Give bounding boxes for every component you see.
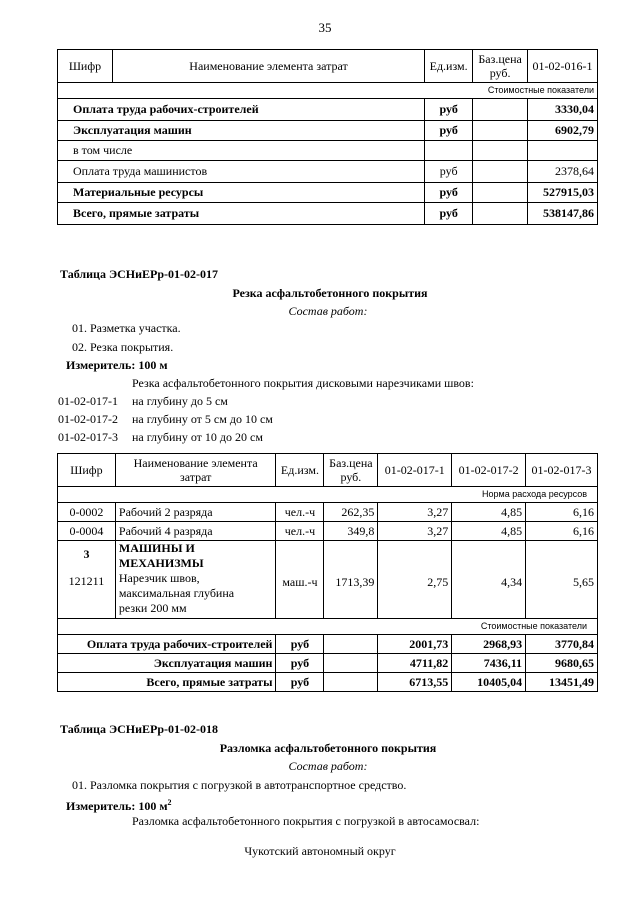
header-unit: Ед.изм. bbox=[276, 454, 324, 487]
meter-label: Измеритель: 100 $м^2$ bbox=[66, 798, 172, 813]
header-col-2: 01-02-017-2 bbox=[452, 454, 526, 487]
row-code: 0-0004 bbox=[58, 522, 116, 541]
row-value: 538147,86 bbox=[528, 203, 598, 225]
total-name: Оплата труда рабочих-строителей bbox=[58, 635, 276, 654]
composition-label: Состав работ: bbox=[288, 759, 368, 773]
row-v1: 3,27 bbox=[378, 503, 452, 522]
row-name: Оплата труда машинистов bbox=[58, 161, 425, 183]
table-title: Таблица ЭСНиЕРр-01-02-018 bbox=[60, 722, 219, 736]
row-price: 349,8 bbox=[324, 522, 378, 541]
resource-table-017 bbox=[57, 453, 598, 692]
footer-region: Чукотский автономный округ bbox=[244, 844, 396, 858]
item-text: на глубину от 5 см до 10 см bbox=[132, 412, 273, 426]
machine-name: Нарезчик швов, максимальная глубина резки 200 мм bbox=[118, 571, 235, 615]
description: Резка асфальтобетонного покрытия дисковыми нарезчиками швов: bbox=[132, 376, 474, 390]
row-unit: чел.-ч bbox=[276, 522, 324, 541]
row-value: 3330,04 bbox=[528, 99, 598, 121]
row-name: в том числе bbox=[58, 141, 425, 161]
section-cost: Стоимостные показатели bbox=[58, 83, 598, 99]
row-price: 1713,39 bbox=[324, 541, 378, 619]
item-code: 01-02-017-1 bbox=[58, 394, 118, 408]
row-v2: 4,85 bbox=[452, 522, 526, 541]
row-price: 262,35 bbox=[324, 503, 378, 522]
section-heading: Разломка асфальтобетонного покрытия bbox=[219, 741, 437, 755]
row-name: Материальные ресурсы bbox=[58, 183, 425, 203]
row-code: 0-0002 bbox=[58, 503, 116, 522]
work-item: 01. Разметка участка. bbox=[72, 321, 181, 335]
header-code: Шифр bbox=[58, 50, 113, 83]
row-value: 2378,64 bbox=[528, 161, 598, 183]
total-v2: 2968,93 bbox=[452, 635, 526, 654]
total-name: Всего, прямые затраты bbox=[58, 673, 276, 692]
header-col-3: 01-02-017-3 bbox=[526, 454, 598, 487]
header-base-price: Баз.цена руб. bbox=[473, 50, 528, 83]
total-unit: руб bbox=[276, 673, 324, 692]
row-v2: 4,34 bbox=[452, 541, 526, 619]
row-v1: 2,75 bbox=[378, 541, 452, 619]
row-v3: 6,16 bbox=[526, 503, 598, 522]
header-name: Наименование элемента затрат bbox=[112, 50, 424, 83]
description: Разломка асфальтобетонного покрытия с погрузкой в автосамосвал: bbox=[132, 814, 480, 828]
header-col: 01-02-016-1 bbox=[528, 50, 598, 83]
item-text: на глубину от 10 до 20 см bbox=[132, 430, 263, 444]
page-number: 35 bbox=[318, 20, 332, 35]
header-code: Шифр bbox=[58, 454, 116, 487]
section-cost: Стоимостные показатели bbox=[58, 619, 598, 635]
section-heading: Резка асфальтобетонного покрытия bbox=[232, 286, 428, 300]
header-unit: Ед.изм. bbox=[425, 50, 473, 83]
row-name: Всего, прямые затраты bbox=[58, 203, 425, 225]
row-unit: руб bbox=[425, 161, 473, 183]
composition-label: Состав работ: bbox=[288, 304, 368, 318]
work-item: 02. Резка покрытия. bbox=[72, 340, 174, 354]
row-name: Оплата труда рабочих-строителей bbox=[58, 99, 425, 121]
row-v1: 3,27 bbox=[378, 522, 452, 541]
header-name: Наименование элемента затрат bbox=[115, 454, 276, 487]
row-name: Эксплуатация машин bbox=[58, 121, 425, 141]
total-v3: 13451,49 bbox=[526, 673, 598, 692]
header-base-price: Баз.цена руб. bbox=[324, 454, 378, 487]
machines-title: МАШИНЫ И МЕХАНИЗМЫ bbox=[118, 541, 204, 570]
machine-name-cell bbox=[115, 541, 276, 619]
row-unit: руб bbox=[425, 99, 473, 121]
total-v2: 10405,04 bbox=[452, 673, 526, 692]
row-value: 527915,03 bbox=[528, 183, 598, 203]
item-code: 01-02-017-3 bbox=[58, 430, 118, 444]
total-v2: 7436,11 bbox=[452, 654, 526, 673]
work-item: 01. Разломка покрытия с погрузкой в автотранспортное средство. bbox=[72, 778, 407, 792]
section-norms: Норма расхода ресурсов bbox=[58, 487, 598, 503]
row-unit: руб bbox=[425, 121, 473, 141]
cost-table-016-body bbox=[57, 98, 598, 225]
total-unit: руб bbox=[276, 654, 324, 673]
row-v3: 5,65 bbox=[526, 541, 598, 619]
machines-cell bbox=[58, 541, 116, 619]
total-v1: 6713,55 bbox=[378, 673, 452, 692]
total-v1: 4711,82 bbox=[378, 654, 452, 673]
table-title: Таблица ЭСНиЕРр-01-02-017 bbox=[60, 267, 219, 281]
item-text: на глубину до 5 см bbox=[132, 394, 228, 408]
cost-table-016 bbox=[57, 49, 598, 99]
total-v3: 3770,84 bbox=[526, 635, 598, 654]
item-code: 01-02-017-2 bbox=[58, 412, 118, 426]
row-name: Рабочий 4 разряда bbox=[115, 522, 276, 541]
row-v3: 6,16 bbox=[526, 522, 598, 541]
row-unit: чел.-ч bbox=[276, 503, 324, 522]
machines-code: 3 bbox=[83, 547, 90, 561]
total-unit: руб bbox=[276, 635, 324, 654]
row-v2: 4,85 bbox=[452, 503, 526, 522]
row-unit: руб bbox=[425, 203, 473, 225]
meter-label: Измеритель: 100 м bbox=[66, 358, 168, 372]
row-name: Рабочий 2 разряда bbox=[115, 503, 276, 522]
total-v3: 9680,65 bbox=[526, 654, 598, 673]
total-name: Эксплуатация машин bbox=[58, 654, 276, 673]
row-unit: маш.-ч bbox=[276, 541, 324, 619]
header-col-1: 01-02-017-1 bbox=[378, 454, 452, 487]
row-unit: руб bbox=[425, 183, 473, 203]
row-value: 6902,79 bbox=[528, 121, 598, 141]
total-v1: 2001,73 bbox=[378, 635, 452, 654]
machine-code: 121211 bbox=[68, 574, 105, 588]
